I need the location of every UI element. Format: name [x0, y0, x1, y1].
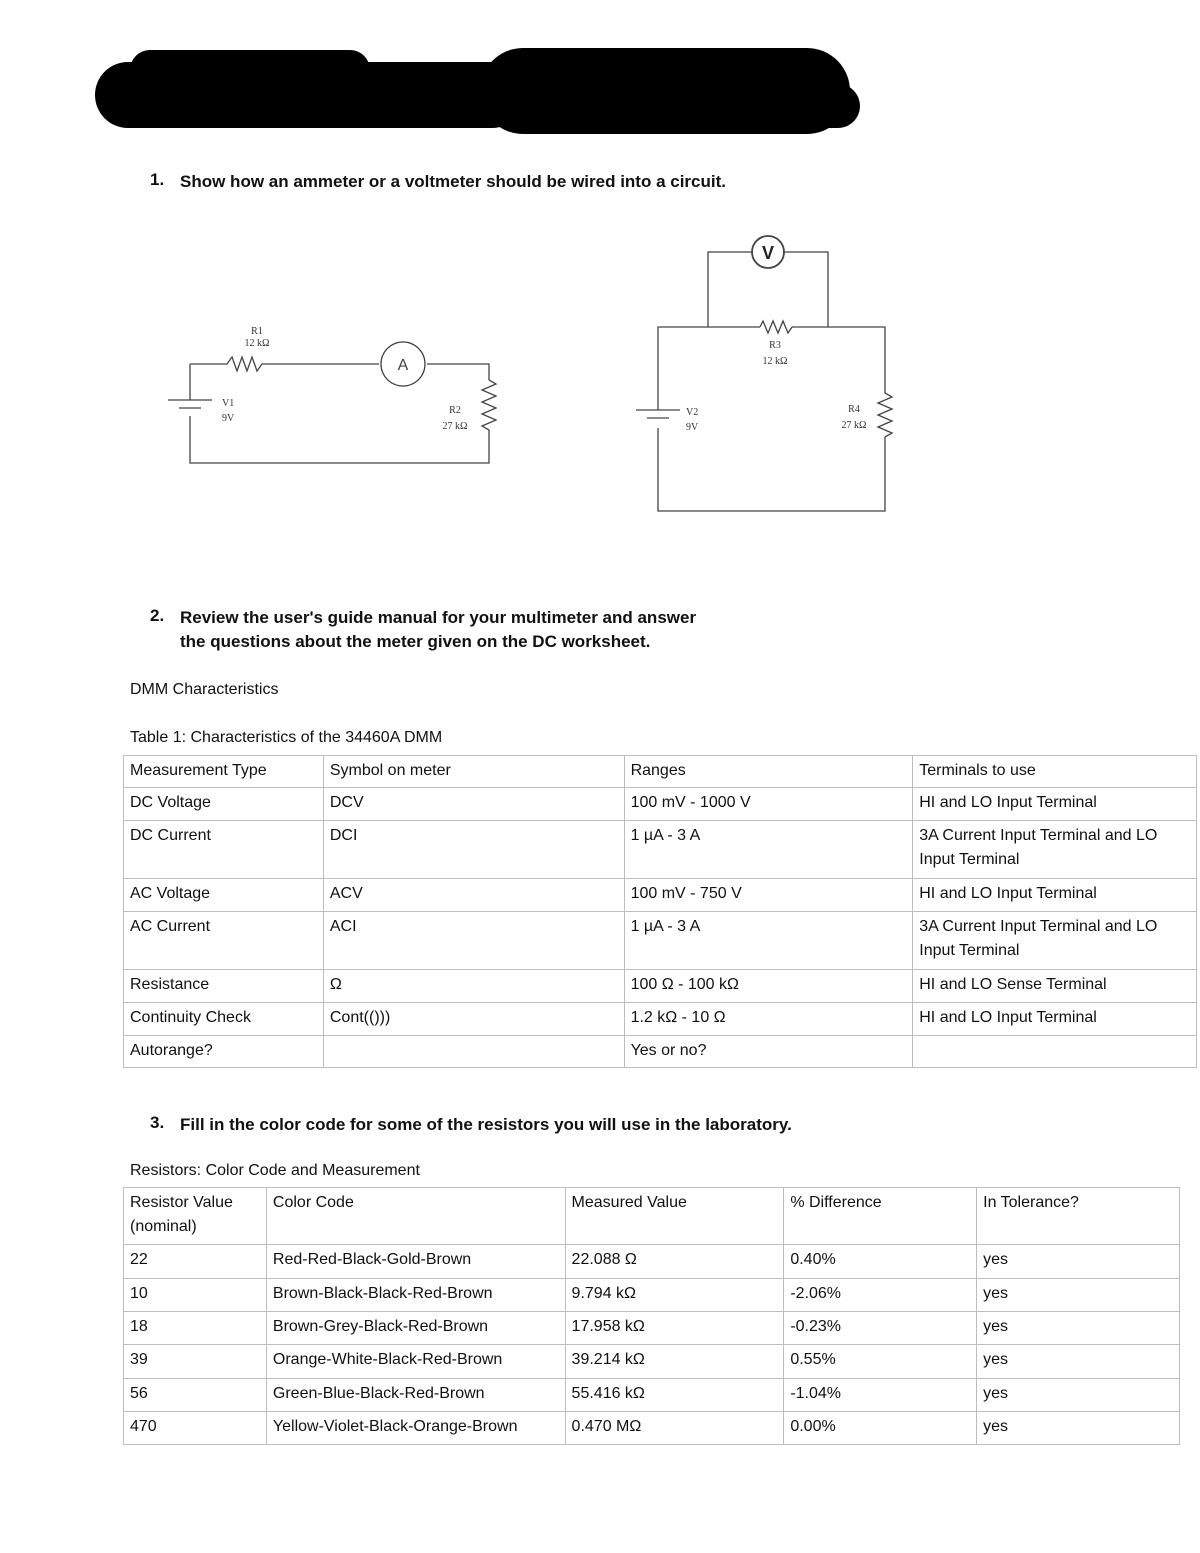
question-1-text: Show how an ammeter or a voltmeter should be wired into a circuit.	[180, 172, 726, 191]
header-percent-difference: % Difference	[784, 1188, 977, 1245]
cell: Yellow-Violet-Black-Orange-Brown	[266, 1412, 565, 1445]
cell: 0.470 MΩ	[565, 1412, 784, 1445]
question-2-line-2: the questions about the meter given on the DC worksheet.	[180, 632, 651, 651]
v2-name: V2	[686, 407, 699, 418]
cell: 55.416 kΩ	[565, 1379, 784, 1412]
r4-value: 27 kΩ	[841, 420, 867, 431]
cell: yes	[977, 1345, 1180, 1379]
header-ranges: Ranges	[624, 756, 913, 788]
cell: DC Voltage	[124, 788, 324, 821]
cell: Brown-Grey-Black-Red-Brown	[266, 1312, 565, 1345]
voltmeter-circuit-diagram	[620, 225, 900, 525]
header-in-tolerance: In Tolerance?	[977, 1188, 1180, 1245]
cell: 0.55%	[784, 1345, 977, 1379]
table-row	[124, 1312, 1180, 1345]
question-3-text: Fill in the color code for some of the resistors you will use in the laboratory.	[180, 1115, 792, 1134]
table-header-row	[124, 1188, 1180, 1245]
cell: DCV	[323, 788, 624, 821]
cell: Orange-White-Black-Red-Brown	[266, 1345, 565, 1379]
table-row	[124, 912, 1197, 970]
question-2-number: 2.	[150, 606, 165, 625]
cell: Continuity Check	[124, 1003, 324, 1036]
header-terminals: Terminals to use	[913, 756, 1197, 788]
cell: -2.06%	[784, 1279, 977, 1312]
question-2-line-1: Review the user's guide manual for your multimeter and answer	[180, 608, 697, 627]
question-3-number: 3.	[150, 1113, 165, 1132]
table-header-row	[124, 756, 1197, 788]
cell: 56	[124, 1379, 267, 1412]
question-2	[150, 606, 1050, 656]
r3-value: 12 kΩ	[762, 356, 788, 367]
table-row	[124, 1345, 1180, 1379]
cell	[323, 1036, 624, 1068]
cell: 1 µA - 3 A	[624, 912, 913, 970]
cell: DCI	[323, 821, 624, 879]
ammeter-symbol: A	[397, 357, 409, 374]
cell: DC Current	[124, 821, 324, 879]
cell: 22.088 Ω	[565, 1245, 784, 1279]
table-row	[124, 788, 1197, 821]
cell	[913, 1036, 1197, 1068]
cell: Yes or no?	[624, 1036, 913, 1068]
cell: AC Voltage	[124, 879, 324, 912]
cell: 17.958 kΩ	[565, 1312, 784, 1345]
r2-name: R2	[449, 405, 461, 416]
question-1	[150, 170, 1050, 194]
r1-value: 12 kΩ	[244, 338, 270, 349]
cell: 10	[124, 1279, 267, 1312]
cell: 3A Current Input Terminal and LO Input Terminal	[913, 821, 1197, 879]
cell: yes	[977, 1379, 1180, 1412]
voltmeter-symbol: V	[761, 243, 775, 263]
table-row	[124, 1245, 1180, 1279]
dmm-characteristics-heading: DMM Characteristics	[130, 681, 279, 698]
cell: -0.23%	[784, 1312, 977, 1345]
dmm-characteristics-table	[123, 755, 1197, 1068]
cell: AC Current	[124, 912, 324, 970]
question-3	[150, 1113, 1050, 1137]
table-row	[124, 1379, 1180, 1412]
cell: HI and LO Input Terminal	[913, 879, 1197, 912]
v1-name: V1	[222, 398, 235, 409]
cell: yes	[977, 1312, 1180, 1345]
cell: yes	[977, 1412, 1180, 1445]
r2-value: 27 kΩ	[442, 421, 468, 432]
cell: ACV	[323, 879, 624, 912]
table-2-title: Resistors: Color Code and Measurement	[130, 1162, 420, 1179]
table-row	[124, 1412, 1180, 1445]
cell: 22	[124, 1245, 267, 1279]
cell: Autorange?	[124, 1036, 324, 1068]
table-row	[124, 1003, 1197, 1036]
cell: Cont(()))	[323, 1003, 624, 1036]
cell: HI and LO Sense Terminal	[913, 970, 1197, 1003]
cell: 39.214 kΩ	[565, 1345, 784, 1379]
cell: 39	[124, 1345, 267, 1379]
cell: Brown-Black-Black-Red-Brown	[266, 1279, 565, 1312]
cell: ACI	[323, 912, 624, 970]
cell: 470	[124, 1412, 267, 1445]
cell: yes	[977, 1279, 1180, 1312]
cell: 100 mV - 1000 V	[624, 788, 913, 821]
cell: Red-Red-Black-Gold-Brown	[266, 1245, 565, 1279]
cell: 100 mV - 750 V	[624, 879, 913, 912]
r1-name: R1	[251, 326, 263, 337]
header-color-code: Color Code	[266, 1188, 565, 1245]
cell: HI and LO Input Terminal	[913, 788, 1197, 821]
resistor-color-code-table	[123, 1187, 1180, 1445]
cell: 1 µA - 3 A	[624, 821, 913, 879]
cell: -1.04%	[784, 1379, 977, 1412]
cell: 9.794 kΩ	[565, 1279, 784, 1312]
r4-name: R4	[848, 404, 860, 415]
table-row	[124, 1279, 1180, 1312]
header-measured-value: Measured Value	[565, 1188, 784, 1245]
cell: yes	[977, 1245, 1180, 1279]
v2-value: 9V	[686, 422, 699, 433]
cell: 0.00%	[784, 1412, 977, 1445]
table-row	[124, 1036, 1197, 1068]
header-symbol: Symbol on meter	[323, 756, 624, 788]
cell: 0.40%	[784, 1245, 977, 1279]
cell: Ω	[323, 970, 624, 1003]
header-resistor-value: Resistor Value (nominal)	[124, 1188, 267, 1245]
cell: 18	[124, 1312, 267, 1345]
cell: HI and LO Input Terminal	[913, 1003, 1197, 1036]
header-measurement-type: Measurement Type	[124, 756, 324, 788]
question-1-number: 1.	[150, 170, 165, 189]
v1-value: 9V	[222, 413, 235, 424]
cell: Green-Blue-Black-Red-Brown	[266, 1379, 565, 1412]
table-row	[124, 821, 1197, 879]
r3-name: R3	[769, 340, 781, 351]
table-1-title: Table 1: Characteristics of the 34460A DMM	[130, 729, 443, 746]
ammeter-circuit-diagram	[150, 310, 510, 480]
table-row	[124, 970, 1197, 1003]
cell: 100 Ω - 100 kΩ	[624, 970, 913, 1003]
table-row	[124, 879, 1197, 912]
cell: Resistance	[124, 970, 324, 1003]
cell: 1.2 kΩ - 10 Ω	[624, 1003, 913, 1036]
cell: 3A Current Input Terminal and LO Input Terminal	[913, 912, 1197, 970]
